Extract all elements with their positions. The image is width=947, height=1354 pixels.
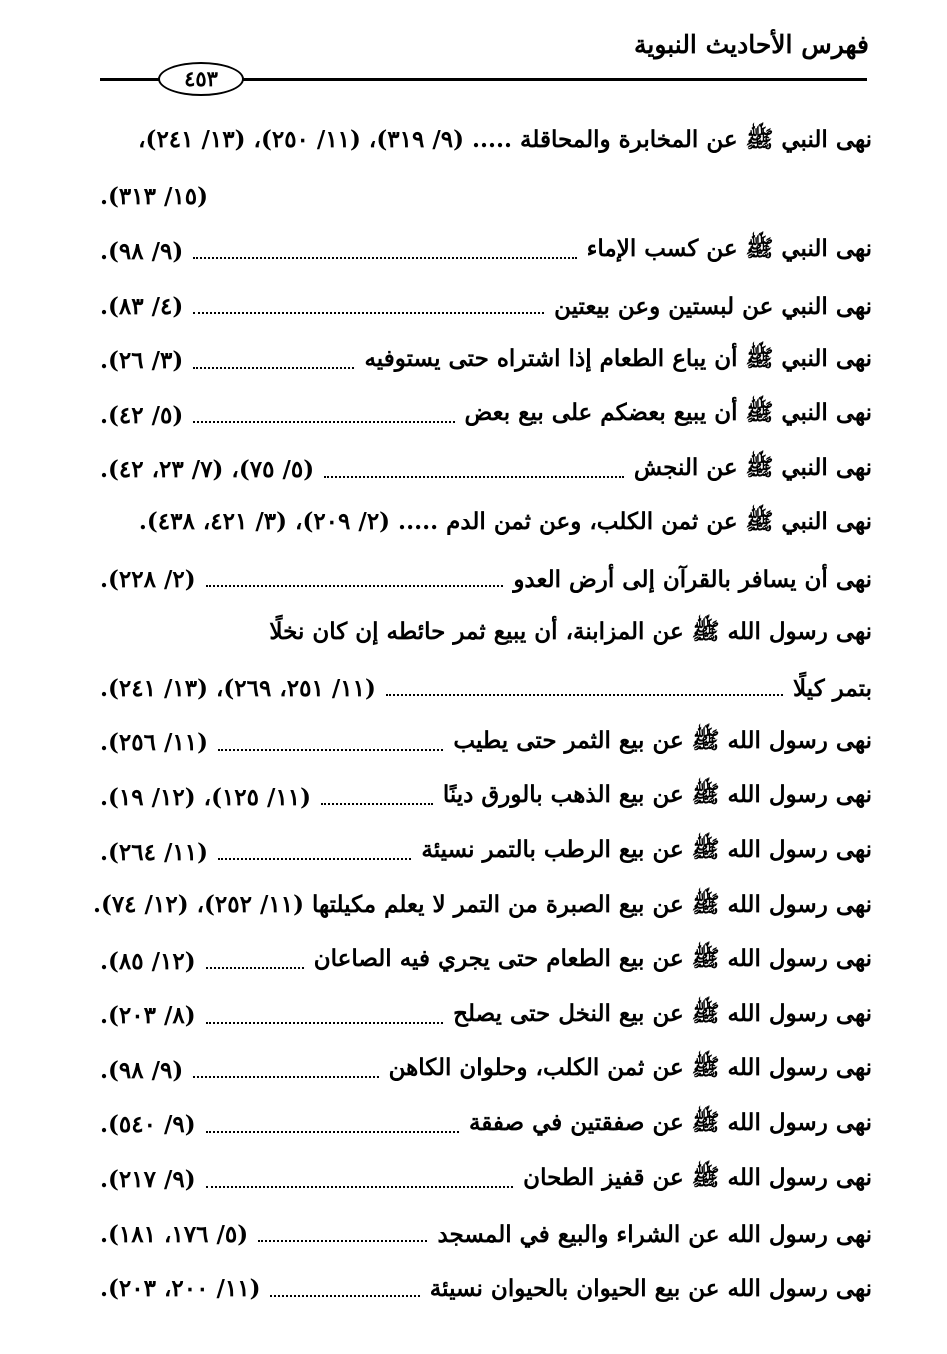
dot-leader [206,585,504,587]
entry-reference: (٥/ ١٧٦، ١٨١). [100,1220,249,1248]
index-entry [100,1152,872,1207]
index-entry [100,825,872,880]
entry-reference: (٣/ ٢٦). [100,347,184,375]
entry-text: نهى رسول الله ﷺ عن المزابنة، أن يبيع ثمر حائطه إن كان نخلًا [269,617,872,645]
dot-leader [193,367,354,369]
dot-leader [218,749,443,751]
dot-leader [386,694,783,696]
entry-text: بتمر كيلًا [793,674,872,702]
entry-reference: (١١/ ٢٥٦). [100,729,208,757]
page-header-title: فهرس الأحاديث النبوية [633,30,869,59]
entry-reference: (١١/ ١٢٥)، (١٢/ ١٩). [100,783,312,811]
entry-text: نهى النبي ﷺ عن كسب الإماء [586,235,872,263]
index-entry [100,1043,872,1098]
entry-text: نهى رسول الله ﷺ عن بيع الرطب بالتمر نسيئة [421,836,872,864]
index-entry [100,770,872,825]
entry-reference: (١١/ ٢٠٠، ٢٠٣). [100,1275,261,1303]
entry-text: نهى النبي ﷺ عن ثمن الكلب، وعن ثمن الدم ..... (٢/ ٢٠٩)، (٣/ ٤٢١، ٤٣٨). [138,508,872,536]
index-entry [92,879,872,934]
entry-text: نهى أن يسافر بالقرآن إلى أرض العدو [513,565,872,593]
index-entry [100,333,872,388]
dot-leader [193,257,576,259]
entry-text: نهى رسول الله ﷺ عن بيع الثمر حتى يطيب [453,726,872,754]
dot-leader [206,1131,459,1133]
dot-leader [321,803,433,805]
entry-reference: (٢/ ٢٢٨). [100,565,196,593]
entry-reference: (٥/ ٤٢). [100,401,184,429]
index-entry [100,1098,872,1153]
entry-text: نهى رسول الله ﷺ عن بيع الصبرة من التمر لا يعلم مكيلتها (١١/ ٢٥٢)، (١٢/ ٧٤). [92,890,872,918]
index-entry [100,279,872,334]
entry-reference: (١١/ ٢٥١، ٢٦٩)، (١٣/ ٢٤١). [100,674,376,702]
index-entry [100,497,872,552]
entry-text: نهى رسول الله ﷺ عن ثمن الكلب، وحلوان الكاهن [388,1054,872,1082]
entry-reference: (١١/ ٢٦٤). [100,838,208,866]
entry-text: نهى رسول الله عن الشراء والبيع في المسجد [437,1220,872,1248]
index-entry [100,1207,872,1262]
dot-leader [193,421,454,423]
index-entry [100,552,872,607]
dot-leader [258,1240,427,1242]
entry-text: نهى النبي ﷺ عن المخابرة والمحاقلة ..... (٩/ ٣١٩)، (١١/ ٢٥٠)، (١٣/ ٢٤١)، [138,126,872,154]
dot-leader [193,312,544,314]
entry-text: نهى رسول الله ﷺ عن بيع النخل حتى يصلح [453,999,872,1027]
entry-reference: (٩/ ٥٤٠). [100,1111,196,1139]
entry-text: نهى رسول الله ﷺ عن بيع الذهب بالورق دينًا [442,781,872,809]
entry-reference: (٩/ ٩٨). [100,237,184,265]
index-entry [100,224,872,279]
entry-text: نهى رسول الله ﷺ عن بيع الطعام حتى يجري فيه الصاعان [313,945,872,973]
index-entry [100,170,872,225]
entry-reference: (٨/ ٢٠٣). [100,1002,196,1030]
entry-reference: (٩/ ٩٨). [100,1056,184,1084]
dot-leader [218,858,411,860]
index-entry [100,115,872,170]
index-entry [100,388,872,443]
index-entry [100,443,872,498]
index-entry [100,606,872,661]
dot-leader [206,1022,443,1024]
entry-text: (١٥/ ٣١٣). [100,183,208,211]
index-entry [100,716,872,771]
dot-leader [193,1076,378,1078]
dot-leader [206,967,304,969]
index-entry [100,1261,872,1316]
dot-leader [270,1295,419,1297]
entry-reference: (٩/ ٢١٧). [100,1166,196,1194]
index-entry [100,989,872,1044]
entry-text: نهى النبي ﷺ أن يباع الطعام إذا اشتراه حتى يستوفيه [364,344,872,372]
hadith-index-list [92,115,872,1316]
entry-reference: (١٢/ ٨٥). [100,947,196,975]
entry-text: نهى النبي ﷺ أن يبيع بعضكم على بيع بعض [464,399,872,427]
dot-leader [324,476,624,478]
entry-reference: (٤/ ٨٣). [100,292,184,320]
entry-reference: (٥/ ٧٥)، (٧/ ٢٣، ٤٢). [100,456,315,484]
index-entry [100,934,872,989]
entry-text: نهى رسول الله ﷺ عن قفيز الطحان [523,1163,872,1191]
entry-text: نهى رسول الله ﷺ عن صفقتين في صفقة [468,1108,872,1136]
entry-text: نهى النبي ﷺ عن النجش [633,453,872,481]
entry-text: نهى رسول الله عن بيع الحيوان بالحيوان نسيئة [429,1275,872,1303]
page-number-badge: ٤٥٣ [158,62,244,96]
entry-text: نهى النبي عن لبستين وعن بيعتين [554,292,872,320]
index-entry [100,661,872,716]
dot-leader [206,1186,514,1188]
